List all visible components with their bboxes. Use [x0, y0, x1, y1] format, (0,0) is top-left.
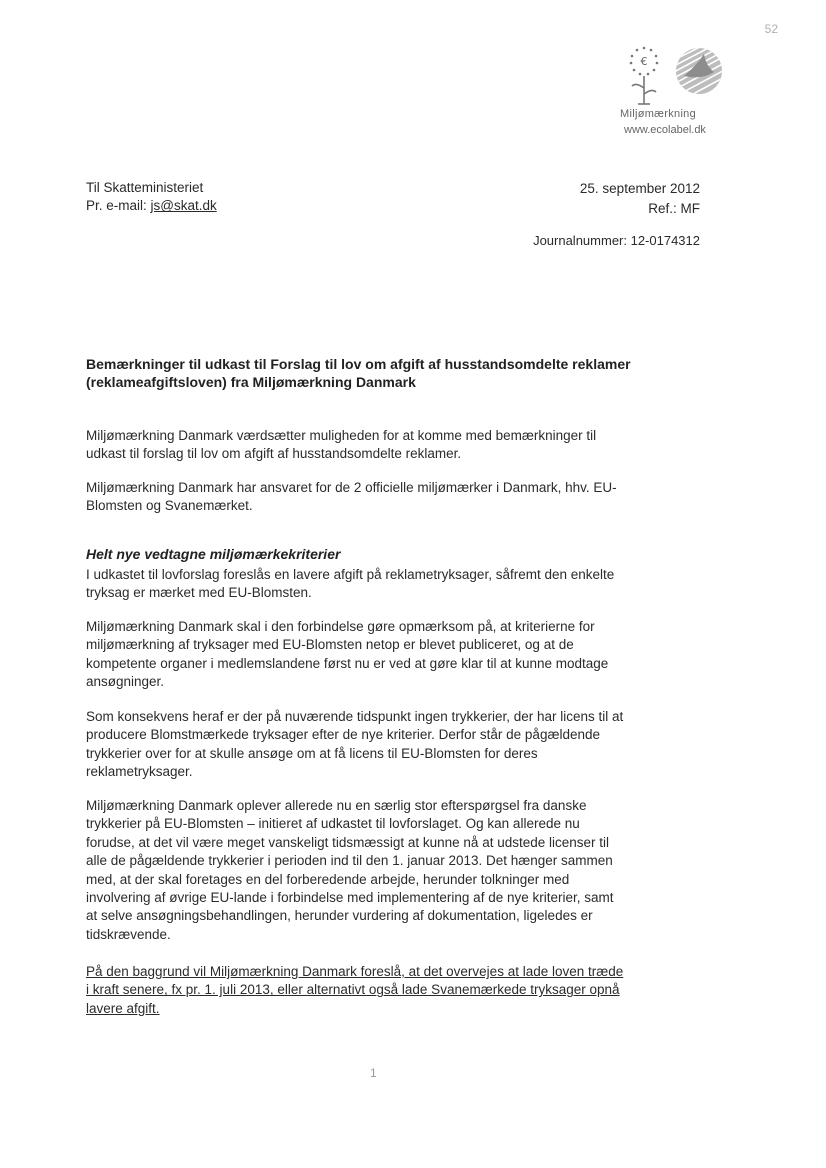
paragraph-line: tryksag er mærket med EU-Blomsten. — [86, 585, 312, 601]
responsibility-paragraph — [86, 479, 686, 516]
recipient-name: Til Skatteministeriet — [86, 180, 204, 195]
paragraph-line: Miljømærkning Danmark har ansvaret for de 2 officielle miljømærker i Danmark, hhv. EU- — [86, 480, 617, 495]
paragraph-line: reklametryksager. — [86, 764, 193, 780]
nordic-swan-icon — [674, 46, 724, 96]
title-line: (reklameafgiftsloven) fra Miljømærkning Danmark — [86, 374, 416, 391]
paragraph-line: Miljømærkning Danmark værdsætter muligheden for at komme med bemærkninger til — [86, 428, 597, 443]
proposal-paragraph — [86, 963, 686, 1018]
document-title — [86, 355, 706, 392]
section-paragraph-1 — [86, 566, 686, 603]
section-paragraph-3 — [86, 708, 686, 782]
letter-reference: Ref.: MF — [648, 201, 700, 216]
section-heading: Helt nye vedtagne miljømærkekriterier — [86, 546, 341, 562]
eu-flower-icon — [626, 44, 662, 108]
paragraph-line: tidskrævende. — [86, 926, 171, 942]
paragraph-line: Som konsekvens heraf er der på nuværende tidspunkt ingen trykkerier, der har licens til at — [86, 709, 624, 724]
page-number: 1 — [370, 1066, 377, 1080]
svg-text:€: € — [640, 55, 648, 68]
email-link[interactable]: js@skat.dk — [150, 198, 217, 214]
paragraph-line: trykkerier over for at skulle ansøge om at få licens til EU-Blomsten for deres — [86, 745, 538, 761]
corner-mark: 52 — [764, 22, 778, 36]
paragraph-line: alle de pågældende trykkerier i perioden ind til den 1. januar 2013. Det hænger sammen — [86, 853, 613, 869]
ecolabel-logo — [606, 40, 728, 148]
paragraph-line: lavere afgift. — [86, 1000, 160, 1016]
paragraph-line: ansøgninger. — [86, 674, 165, 690]
paragraph-line: I udkastet til lovforslag foreslås en lavere afgift på reklametryksager, såfremt den enkelte — [86, 567, 615, 582]
letter-date: 25. september 2012 — [579, 181, 700, 196]
recipient-block — [86, 179, 217, 216]
paragraph-line: udkast til forslag til lov om afgift af husstandsomdelte reklamer. — [86, 446, 462, 462]
title-line: Bemærkninger til udkast til Forslag til lov om afgift af husstandsomdelte reklamer — [86, 356, 631, 372]
paragraph-line: Miljømærkning Danmark skal i den forbindelse gøre opmærksom på, at kriterierne for — [86, 619, 595, 634]
paragraph-line: Miljømærkning Danmark oplever allerede nu en særlig stor efterspørgsel fra danske — [86, 798, 587, 813]
paragraph-line: trykkerier på EU-Blomsten – initieret af udkastet til lovforslaget. Og kan allerede nu — [86, 816, 580, 832]
paragraph-line: i kraft senere, fx pr. 1. juli 2013, eller alternativt også lade Svanemærkede tryksager opnå — [86, 982, 620, 998]
paragraph-line: producere Blomstmærkede tryksager efter de nye kriterier. Derfor står de pågældende — [86, 727, 600, 743]
email-prefix: Pr. e-mail: — [86, 198, 151, 214]
section-paragraph-2 — [86, 618, 686, 692]
recipient-email-line — [86, 197, 217, 215]
paragraph-line: På den baggrund vil Miljømærkning Danmark foreslå, at det overvejes at lade loven træde — [86, 964, 624, 979]
logo-name: Miljømærkning — [620, 108, 697, 120]
logo-website: www.ecolabel.dk — [624, 124, 706, 136]
section-paragraph-4 — [86, 797, 686, 944]
paragraph-line: med, at der skal foretages en del forberedende arbejde, herunder tolkninger med — [86, 871, 570, 887]
paragraph-line: miljømærkning af tryksager med EU-Blomsten netop er blevet publiceret, og at de — [86, 637, 574, 653]
paragraph-line: Blomsten og Svanemærket. — [86, 498, 253, 514]
intro-paragraph — [86, 427, 686, 464]
paragraph-line: at selve ansøgningsbehandlingen, herunder vurdering af dokumentation, ligeledes er — [86, 908, 593, 924]
paragraph-line: involvering af øvrige EU-lande i forbindelse med implementering af de nye kriterier, samt — [86, 890, 614, 906]
paragraph-line: kompetente organer i medlemslandene først nu er ved at gøre klar til at kunne modtage — [86, 655, 609, 671]
journal-number: Journalnummer: 12-0174312 — [533, 233, 700, 248]
paragraph-line: forudse, at det vil være meget vanskeligt tidsmæssigt at kunne nå at udstede licenser til — [86, 834, 610, 850]
